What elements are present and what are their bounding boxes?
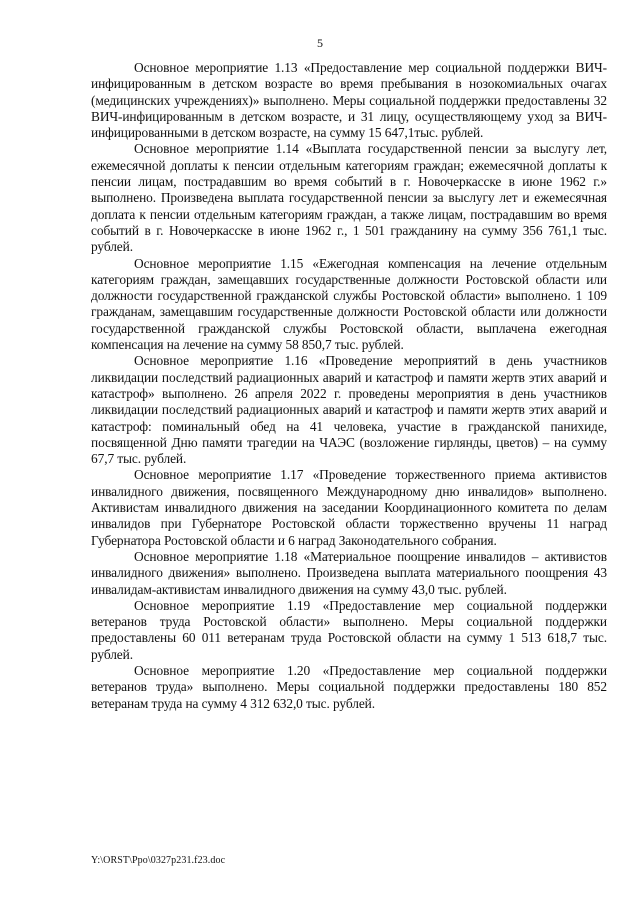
paragraph-measure-1-20: Основное мероприятие 1.20 «Предоставление мер социальной поддержки ветеранов труда» выполнено. Меры социальной поддержки предоставлены 180 852 ветеранам труда на сумму 4 312 632,0 тыс. рублей. — [91, 662, 607, 711]
paragraph-measure-1-13: Основное мероприятие 1.13 «Предоставление мер социальной поддержки ВИЧ-инфицированным в детском возрасте во время пребывания в нозокомиальных очагах (медицинских учреждениях)» выполнено. Меры социальной поддержки предоставлены 32 ВИЧ-инфицированным в детском возрасте, и 31 лицу, осуществляющему уход за ВИЧ-инфицированными в детском возрасте, на сумму 15 647,1тыс. рублей. — [91, 60, 607, 141]
paragraph-measure-1-16: Основное мероприятие 1.16 «Проведение мероприятий в день участников ликвидации последствий радиационных аварий и катастроф и памяти жертв этих аварий и катастроф» выполнено. 26 апреля 2022 г. проведены мероприятия в день участников ликвидации последствий радиационных аварий и катастроф и памяти жертв этих аварий и катастроф: поминальный обед на 41 человека, участие в гражданской панихиде, посвященной Дню памяти трагедии на ЧАЭС (возложение гирлянды, цветов) – на сумму 67,7 тыс. рублей. — [91, 353, 607, 467]
paragraph-measure-1-17: Основное мероприятие 1.17 «Проведение торжественного приема активистов инвалидного движения, посвященного Международному дню инвалидов» выполнено. Активистам инвалидного движения на заседании Координационного комитета по делам инвалидов при Губернаторе Ростовской области торжественно вручены 11 наград Губернатора Ростовской области и 6 наград Законодательного собрания. — [91, 467, 607, 548]
paragraph-measure-1-14: Основное мероприятие 1.14 «Выплата государственной пенсии за выслугу лет, ежемесячной доплаты к пенсии отдельным категориям граждан; ежемесячной доплаты к пенсии лицам, пострадавшим во время событий в г. Новочеркасске в июне 1962 г.» выполнено. Произведена выплата государственной пенсии за выслугу лет и ежемесячная доплата к пенсии отдельным категориям граждан, а также лицам, пострадавшим во время событий в г. Новочеркасске в июне 1962 г., 1 501 гражданину на сумму 356 761,1 тыс. рублей. — [91, 141, 607, 255]
footer-file-path: Y:\ORST\Ppo\0327p231.f23.doc — [91, 855, 226, 866]
paragraph-measure-1-19: Основное мероприятие 1.19 «Предоставление мер социальной поддержки ветеранов труда Ростовской области» выполнено. Меры социальной поддержки предоставлены 60 011 ветеранам труда Ростовской области на сумму 1 513 618,7 тыс. рублей. — [91, 597, 607, 662]
paragraph-measure-1-15: Основное мероприятие 1.15 «Ежегодная компенсация на лечение отдельным категориям граждан, замещавших государственные должности Ростовской области или должности государственной гражданской службы Ростовской области» выполнено. 1 109 гражданам, замещавшим государственные должности Ростовской области или должности государственной гражданской службы Ростовской области, выплачена ежегодная компенсация на лечение на сумму 58 850,7 тыс. рублей. — [91, 255, 607, 353]
document-body — [91, 60, 607, 712]
page-number: 5 — [317, 36, 323, 50]
paragraph-measure-1-18: Основное мероприятие 1.18 «Материальное поощрение инвалидов – активистов инвалидного движения» выполнено. Произведена выплата материального поощрения 43 инвалидам-активистам инвалидного движения на сумму 43,0 тыс. рублей. — [91, 548, 607, 597]
